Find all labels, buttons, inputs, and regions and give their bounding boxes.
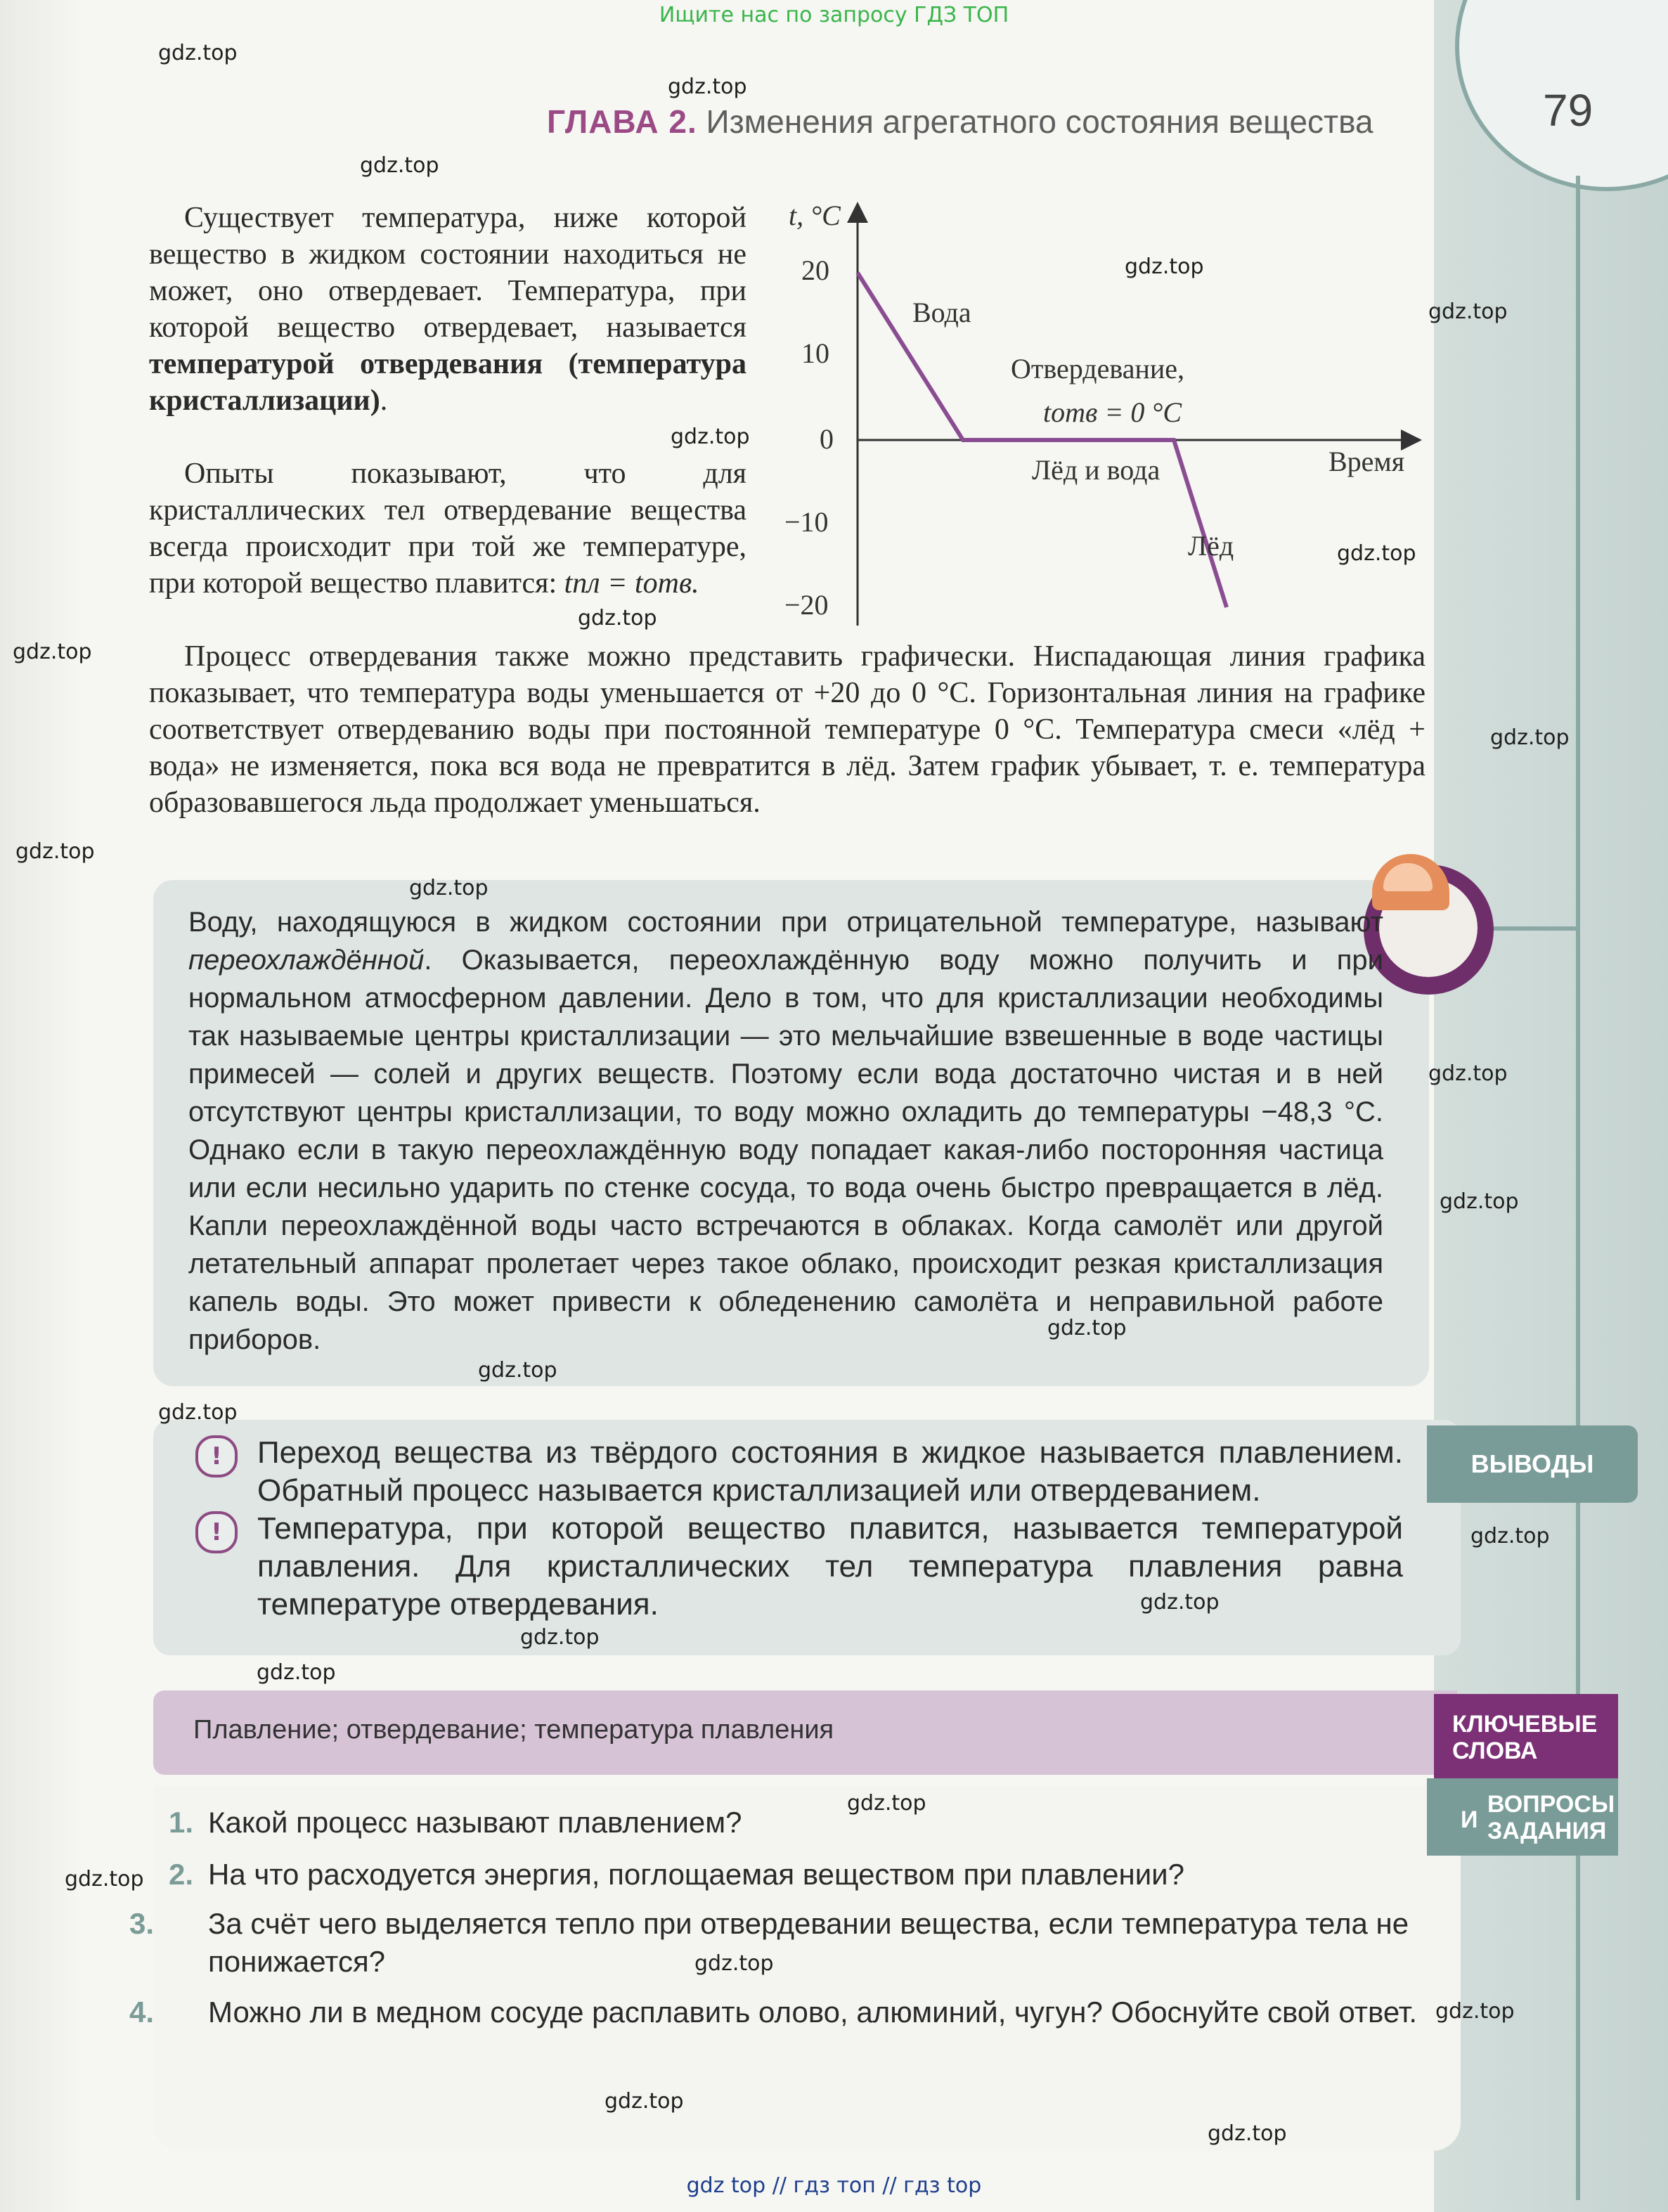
watermark: gdz.top — [605, 2089, 684, 2114]
watermark: gdz.top — [158, 41, 238, 65]
conclusion-item-2: Температура, при которой вещество плавится, называется температурой плавления. Для кристаллических тел температура плавления равна температуре отвердевания. — [257, 1511, 1403, 1622]
watermark: gdz.top — [1440, 1189, 1519, 1214]
keywords-text: Плавление; отвердевание; температура плавления — [193, 1715, 834, 1745]
watermark: gdz.top — [671, 425, 750, 449]
info-box-text — [188, 903, 1383, 1359]
watermark: gdz.top — [478, 1358, 557, 1383]
watermark: gdz.top — [1208, 2121, 1287, 2146]
info-text-a: Воду, находящуюся в жидком состоянии при отрицательной температуре, называют — [188, 907, 1383, 938]
watermark: gdz.top — [1047, 1316, 1127, 1340]
margin-timeline — [1576, 176, 1580, 2200]
intro-p2-text: Опыты показывают, что для кристаллических тел отвердевание вещества всегда происходит при той же температуре, при которой вещество плавится: — [149, 458, 746, 600]
watermark: gdz.top — [409, 876, 489, 900]
intro-p1-end: . — [380, 384, 388, 417]
intro-p1-text: Существует температура, ниже которой вещество в жидком состоянии находиться не может, оно отвердевает. Температура, при которой вещество отвердевает, называется — [149, 202, 746, 344]
questions-tab-line2: ЗАДАНИЯ — [1487, 1818, 1607, 1844]
keywords-tab-line2: СЛОВА — [1452, 1738, 1538, 1764]
question-4 — [129, 1993, 1466, 2031]
right-margin-band — [1434, 0, 1668, 2212]
watermark: gdz.top — [578, 606, 657, 630]
watermark: gdz.top — [360, 153, 439, 178]
info-text-b: . Оказывается, переохлаждённую воду можно получить и при нормальном атмосферном давлении. Дело в том, что для кристаллизации необходимы так называемые центры кристаллизации — это мельчайшие взвешенные в воде частицы примесей — солей и других веществ. Поэтому если вода достаточно чистая и в ней отсутствуют центры кристаллизации, то воду можно охладить до температуры −48,3 °С. Однако если в такую переохлаждённую воду попадает какая-либо посторонняя частица или если несильно ударить по стенке сосуда, то вода очень быстро превращается в лёд. Капли переохлаждённой воды часто встречаются в облаках. Когда самолёт или другой летательный аппарат пролетает через такое облако, происходит резкая кристаллизация капель воды. Это может привести к обледенению самолёта и неправильной работе приборов. — [188, 945, 1383, 1355]
chart-x-label: Время — [1328, 446, 1405, 477]
page-number: 79 — [1543, 85, 1593, 136]
watermark: gdz.top — [668, 75, 747, 99]
chart-tick-0: 0 — [820, 423, 834, 455]
keywords-tab — [1434, 1694, 1618, 1778]
watermark: gdz.top — [694, 1951, 774, 1976]
chart-annotation-ice: Лёд — [1188, 530, 1234, 562]
solidification-chart — [759, 190, 1434, 640]
question-number: 1. — [169, 1806, 194, 1839]
chart-tick-m10: −10 — [784, 506, 829, 538]
chart-annotation-water: Вода — [912, 297, 971, 328]
watermark: gdz.top — [65, 1867, 144, 1891]
watermark: gdz.top — [1337, 541, 1416, 566]
keywords-tab-line1: КЛЮЧЕВЫЕ — [1452, 1711, 1598, 1738]
question-text: Можно ли в медном сосуде расплавить олово, алюминий, чугун? Обоснуйте свой ответ. — [208, 1996, 1418, 2029]
watermark: gdz.top — [1435, 1999, 1515, 2024]
question-number: 4. — [129, 1996, 155, 2029]
conclusion-item-1: Переход вещества из твёрдого состояния в жидкое называется плавлением. Обратный процесс называется кристаллизацией или отвердеванием. — [257, 1435, 1403, 1508]
question-number: 3. — [129, 1907, 155, 1940]
watermark: gdz.top — [520, 1625, 600, 1650]
watermark: gdz.top — [15, 839, 95, 864]
top-banner[interactable]: Ищите нас по запросу ГДЗ ТОП — [659, 3, 1009, 27]
question-text: На что расходуется энергия, поглощаемая веществом при плавлении? — [208, 1858, 1184, 1891]
chart-annotation-solid-temp: tотв = 0 °С — [1043, 396, 1182, 428]
chapter-label: ГЛАВА 2. — [547, 103, 697, 140]
question-text: Какой процесс называют плавлением? — [208, 1806, 742, 1839]
question-1 — [169, 1804, 1434, 1842]
watermark: gdz.top — [1125, 254, 1204, 279]
paragraph-graph-explanation: Процесс отвердевания также можно представить графически. Ниспадающая линия графика показывает, что температура воды уменьшается от +20 до 0 °С. Горизонтальная линия на графике соответствует отвердеванию воды при постоянной температуре 0 °С. Температура смеси «лёд + вода» не изменяется, пока вся вода не превратится в лёд. Затем график убывает, т. е. температура образовавшегося льда продолжает уменьшаться. — [149, 640, 1425, 819]
chart-y-label: t, °С — [789, 200, 841, 231]
chart-tick-m20: −20 — [784, 589, 829, 621]
watermark: gdz.top — [847, 1791, 926, 1816]
exclamation-icon: ! — [195, 1511, 238, 1553]
chart-annotation-ice-water: Лёд и вода — [1032, 454, 1161, 486]
intro-paragraph-2 — [149, 455, 746, 602]
info-text-italic: переохлаждённой — [188, 945, 425, 976]
watermark: gdz.top — [158, 1400, 238, 1425]
chapter-header — [547, 103, 1373, 141]
bottom-banner[interactable]: gdz top // гдз топ // гдз top — [686, 2173, 982, 2198]
watermark: gdz.top — [1428, 299, 1508, 324]
intro-p1-bold: температурой отвердевания (температура кристаллизации) — [149, 348, 746, 417]
conclusions-text — [257, 1434, 1403, 1624]
watermark: gdz.top — [257, 1660, 336, 1685]
question-2 — [169, 1856, 1434, 1894]
watermark: gdz.top — [1428, 1061, 1508, 1086]
watermark: gdz.top — [1140, 1590, 1220, 1615]
exclamation-icon: ! — [195, 1435, 238, 1477]
question-3 — [129, 1905, 1466, 1981]
chart-tick-20: 20 — [801, 254, 829, 286]
question-text: За счёт чего выделяется тепло при отвердевании вещества, если температура тела не понижается? — [208, 1907, 1409, 1978]
chart-annotation-solidification: Отвердевание, — [1011, 353, 1185, 384]
questions-tab-line1: ВОПРОСЫ — [1487, 1791, 1615, 1818]
question-number: 2. — [169, 1858, 194, 1891]
questions-tab — [1427, 1778, 1618, 1856]
intro-paragraph-1 — [149, 200, 746, 419]
watermark: gdz.top — [13, 640, 92, 664]
watermark: gdz.top — [1470, 1524, 1550, 1548]
watermark: gdz.top — [1490, 725, 1570, 750]
questions-tab-prefix: И — [1461, 1806, 1478, 1833]
chart-tick-10: 10 — [801, 337, 829, 369]
intro-p2-formula: tпл = tотв. — [564, 567, 699, 600]
conclusions-tab: ВЫВОДЫ — [1427, 1425, 1638, 1503]
chapter-title: Изменения агрегатного состояния вещества — [706, 103, 1373, 140]
